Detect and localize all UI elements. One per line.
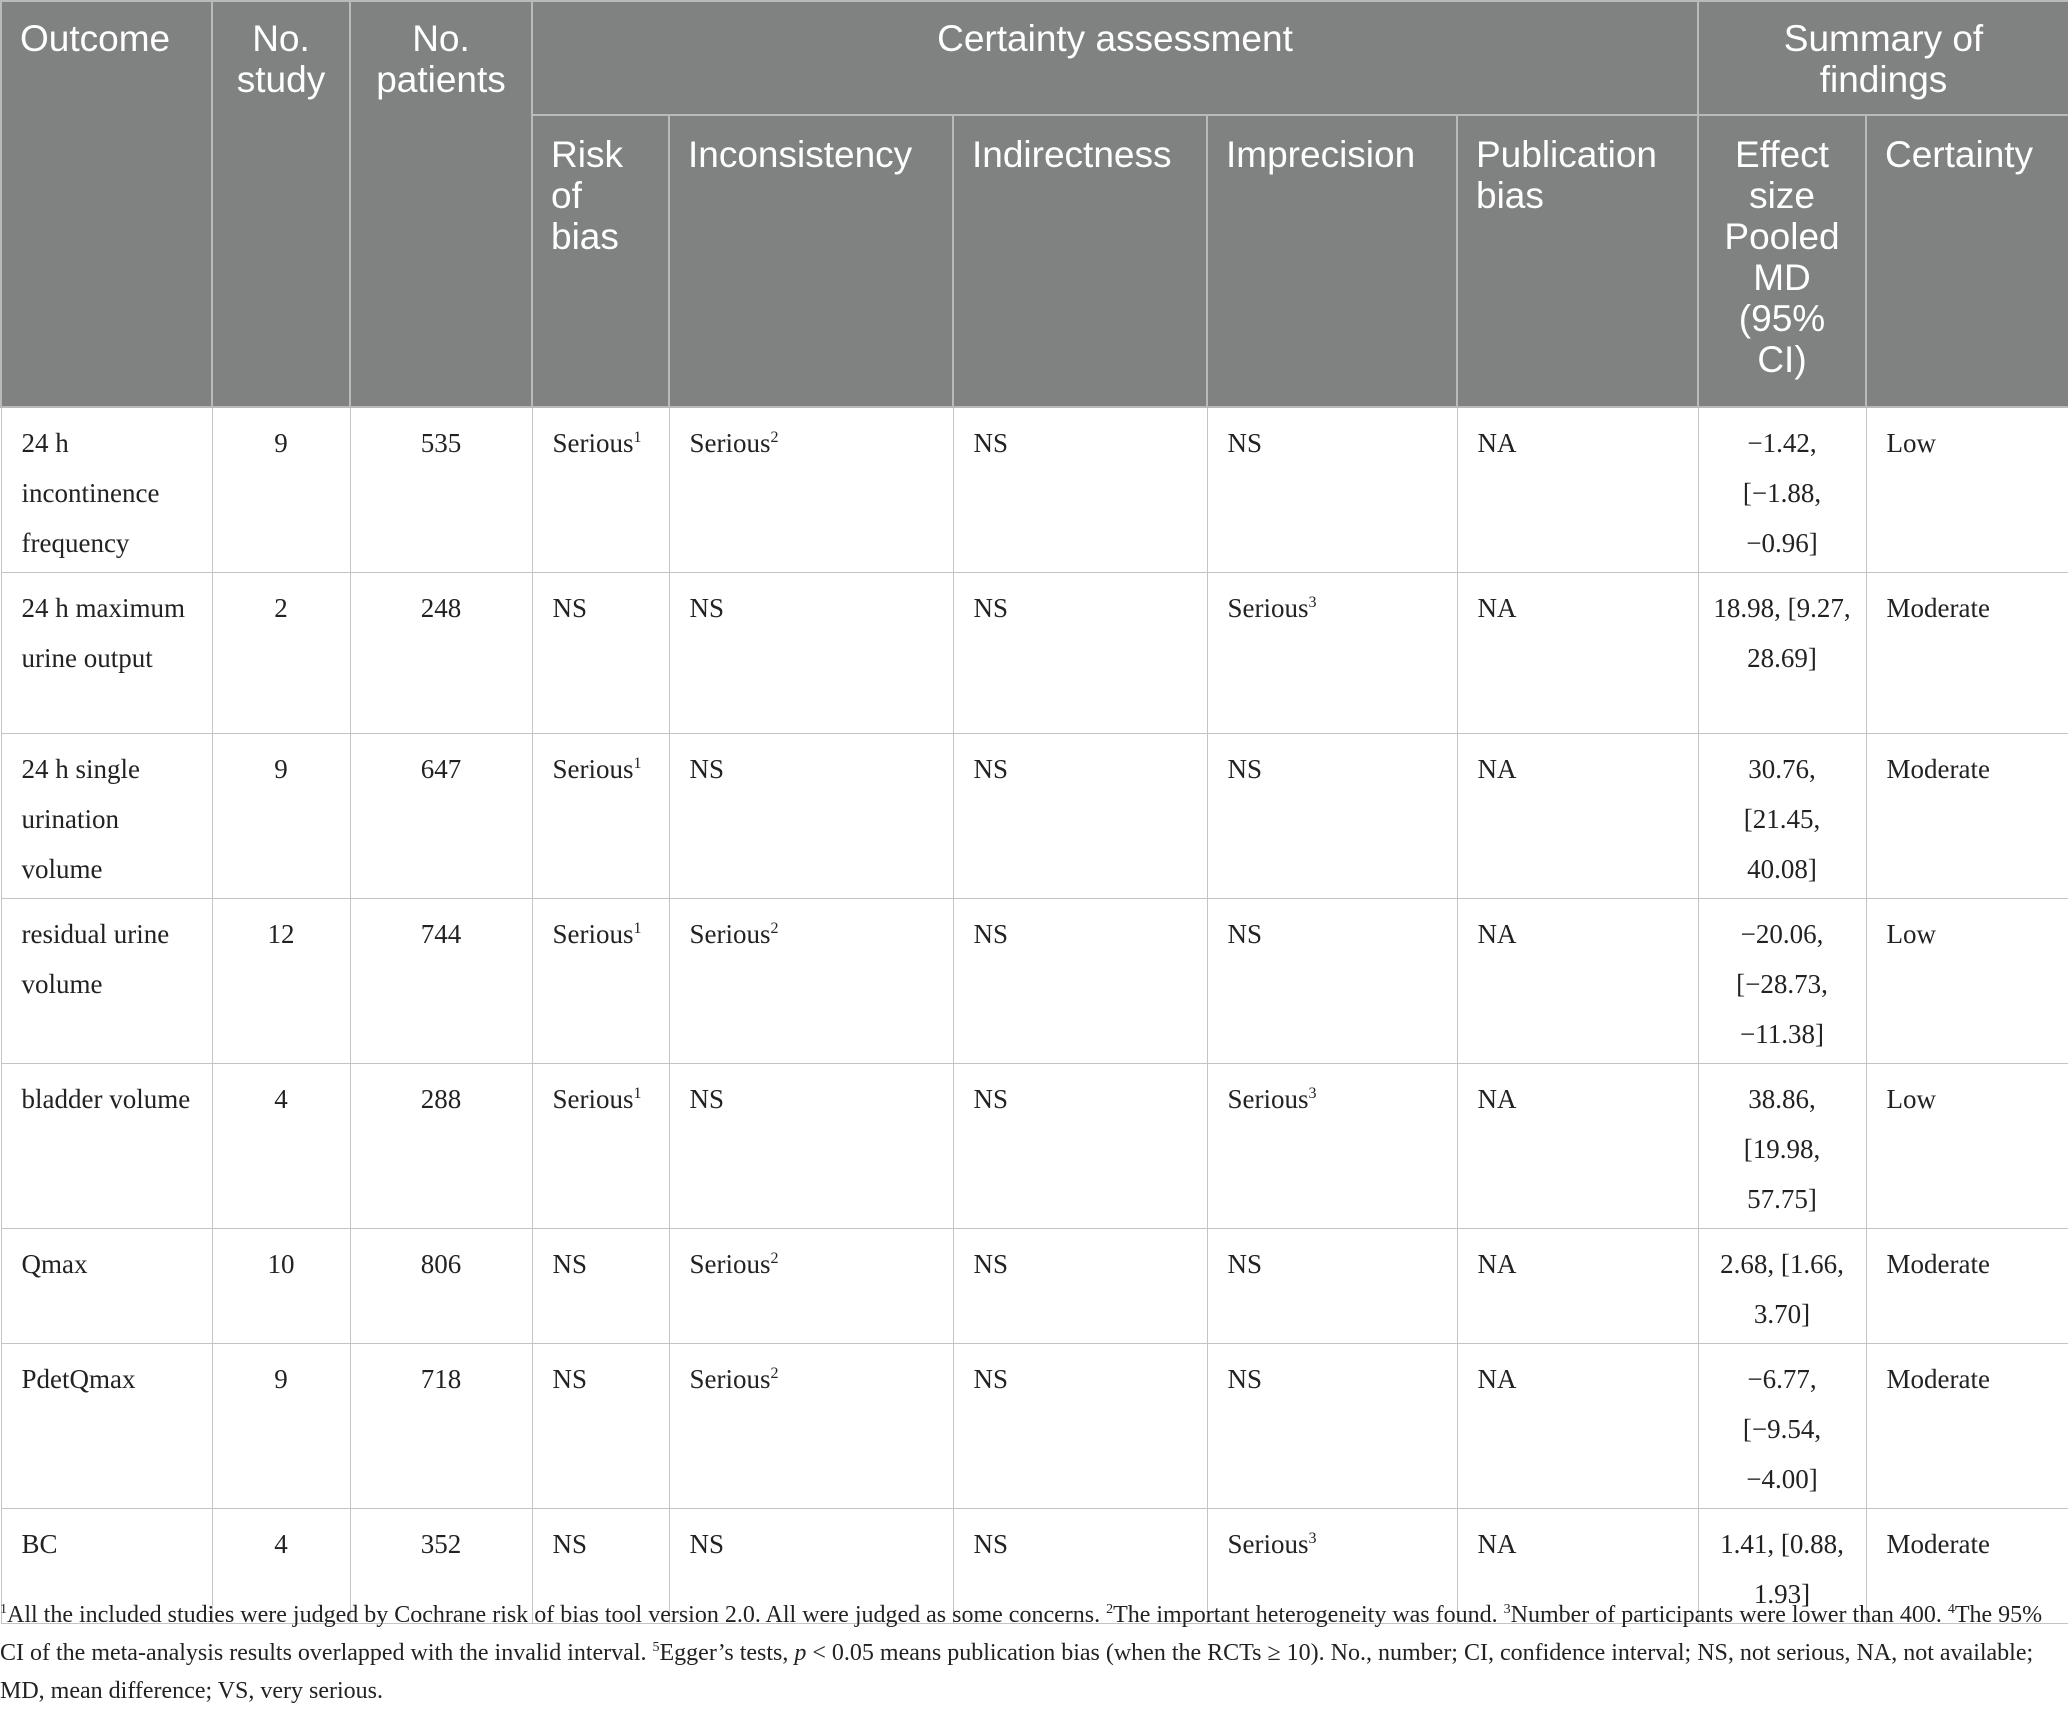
cell-patients: 248 — [350, 573, 532, 734]
table-row — [1, 407, 2068, 573]
footnote-number: 1 — [0, 1602, 7, 1617]
cell-risk-text: Serious — [552, 754, 634, 784]
footnote-ref: 2 — [770, 1365, 779, 1382]
cell-imprecision — [1207, 1344, 1457, 1509]
cell-risk-text: Serious — [552, 428, 634, 458]
footnote-ref: 1 — [633, 1085, 642, 1102]
cell-inconsistency — [669, 734, 953, 899]
cell-imprecision — [1207, 899, 1457, 1064]
cell-inconsistency-text: NS — [689, 1529, 725, 1559]
cell-imprecision-text: NS — [1227, 919, 1263, 949]
cell-effect-size: 18.98, [9.27, 28.69] — [1698, 573, 1866, 734]
cell-risk-of-bias — [532, 1064, 669, 1229]
cell-inconsistency-text: NS — [689, 1084, 725, 1114]
cell-indirectness: NS — [953, 1064, 1207, 1229]
table-row — [1, 1064, 2068, 1229]
footnote-number: 2 — [1106, 1602, 1114, 1617]
cell-certainty: Low — [1866, 1064, 2068, 1229]
cell-outcome: Qmax — [1, 1229, 212, 1344]
cell-indirectness: NS — [953, 1344, 1207, 1509]
table-row — [1, 899, 2068, 1064]
cell-indirectness: NS — [953, 573, 1207, 734]
cell-effect-size: −1.42, [−1.88, −0.96] — [1698, 407, 1866, 573]
cell-risk-of-bias — [532, 899, 669, 1064]
cell-certainty: Moderate — [1866, 573, 2068, 734]
header-publication-bias: Publication bias — [1457, 115, 1698, 407]
cell-studies: 9 — [212, 407, 350, 573]
footnote-number: 3 — [1503, 1602, 1511, 1617]
footnote-ref: 3 — [1308, 1530, 1317, 1547]
footnote-text: Egger’s tests, — [659, 1640, 795, 1666]
cell-imprecision — [1207, 573, 1457, 734]
cell-imprecision-text: NS — [1227, 1249, 1263, 1279]
cell-studies: 9 — [212, 1344, 350, 1509]
footnote-ref: 2 — [770, 429, 779, 446]
table-row — [1, 734, 2068, 899]
cell-patients: 806 — [350, 1229, 532, 1344]
cell-risk-text: NS — [552, 593, 588, 623]
footnote-ref: 2 — [770, 1250, 779, 1267]
cell-publication-bias: NA — [1457, 1229, 1698, 1344]
table-body — [1, 407, 2068, 1624]
table-header — [1, 1, 2068, 407]
cell-studies: 2 — [212, 573, 350, 734]
cell-effect-size: −6.77, [−9.54, −4.00] — [1698, 1344, 1866, 1509]
header-no-study: No. study — [212, 1, 350, 407]
footnote-text: Number of participants were lower than 400. — [1510, 1602, 1948, 1628]
table-row — [1, 1344, 2068, 1509]
header-imprecision: Imprecision — [1207, 115, 1457, 407]
header-effect-size: Effect size Pooled MD (95% CI) — [1698, 115, 1866, 407]
footnote-text: The important heterogeneity was found. — [1113, 1602, 1504, 1628]
cell-effect-size: −20.06, [−28.73, −11.38] — [1698, 899, 1866, 1064]
cell-inconsistency — [669, 1064, 953, 1229]
cell-patients: 718 — [350, 1344, 532, 1509]
header-summary-of-findings: Summary of findings — [1698, 1, 2068, 115]
cell-inconsistency-text: Serious — [689, 919, 771, 949]
cell-indirectness: NS — [953, 1509, 1207, 1624]
cell-outcome: 24 h single urination volume — [1, 734, 212, 899]
cell-risk-text: NS — [552, 1529, 588, 1559]
cell-inconsistency — [669, 1344, 953, 1509]
cell-inconsistency-text: Serious — [689, 428, 771, 458]
cell-publication-bias: NA — [1457, 407, 1698, 573]
header-no-patients: No. patients — [350, 1, 532, 407]
cell-studies: 10 — [212, 1229, 350, 1344]
cell-effect-size: 30.76, [21.45, 40.08] — [1698, 734, 1866, 899]
cell-publication-bias: NA — [1457, 1509, 1698, 1624]
cell-certainty: Moderate — [1866, 1509, 2068, 1624]
cell-imprecision — [1207, 734, 1457, 899]
cell-patients: 288 — [350, 1064, 532, 1229]
footnote-number: 4 — [1947, 1602, 1955, 1617]
cell-risk-text: NS — [552, 1249, 588, 1279]
cell-outcome: 24 h maximum urine output — [1, 573, 212, 734]
cell-publication-bias: NA — [1457, 734, 1698, 899]
cell-risk-text: Serious — [552, 919, 634, 949]
cell-studies: 9 — [212, 734, 350, 899]
cell-patients: 535 — [350, 407, 532, 573]
header-outcome: Outcome — [1, 1, 212, 407]
cell-certainty: Moderate — [1866, 734, 2068, 899]
cell-certainty: Low — [1866, 899, 2068, 1064]
cell-inconsistency — [669, 573, 953, 734]
footnote-p-value: p — [794, 1640, 807, 1666]
header-certainty: Certainty — [1866, 115, 2068, 407]
cell-inconsistency — [669, 1229, 953, 1344]
footnote-ref: 1 — [633, 755, 642, 772]
cell-inconsistency — [669, 899, 953, 1064]
cell-certainty: Moderate — [1866, 1344, 2068, 1509]
table-footnote — [0, 1596, 2060, 1710]
header-inconsistency: Inconsistency — [669, 115, 953, 407]
cell-imprecision-text: NS — [1227, 754, 1263, 784]
cell-patients: 647 — [350, 734, 532, 899]
footnote-text: The 95% CI of the meta-analysis results overlapped with the invalid interval. — [0, 1602, 2043, 1666]
cell-imprecision-text: NS — [1227, 428, 1263, 458]
footnote-ref: 1 — [633, 429, 642, 446]
footnote-ref: 1 — [633, 920, 642, 937]
cell-indirectness: NS — [953, 407, 1207, 573]
footnote-ref: 2 — [770, 920, 779, 937]
cell-imprecision — [1207, 1229, 1457, 1344]
cell-imprecision-text: Serious — [1227, 593, 1309, 623]
footnote-text: < 0.05 means publication bias (when the RCTs ≥ 10). No., number; CI, confidence interval; NS, not serious, NA, not available; MD, mean difference; VS, very serious. — [0, 1640, 2034, 1704]
cell-indirectness: NS — [953, 734, 1207, 899]
footnote-ref: 3 — [1308, 594, 1317, 611]
cell-certainty: Moderate — [1866, 1229, 2068, 1344]
cell-inconsistency-text: Serious — [689, 1249, 771, 1279]
cell-outcome: residual urine volume — [1, 899, 212, 1064]
cell-risk-of-bias — [532, 1344, 669, 1509]
cell-publication-bias: NA — [1457, 899, 1698, 1064]
cell-risk-text: NS — [552, 1364, 588, 1394]
cell-inconsistency-text: Serious — [689, 1364, 771, 1394]
cell-studies: 12 — [212, 899, 350, 1064]
header-indirectness: Indirectness — [953, 115, 1207, 407]
cell-risk-of-bias — [532, 573, 669, 734]
cell-risk-of-bias — [532, 1229, 669, 1344]
footnote-text: All the included studies were judged by Cochrane risk of bias tool version 2.0. All were judged as some concerns. — [7, 1602, 1107, 1628]
table-row — [1, 1229, 2068, 1344]
cell-outcome: PdetQmax — [1, 1344, 212, 1509]
cell-patients: 744 — [350, 899, 532, 1064]
cell-imprecision — [1207, 407, 1457, 573]
cell-inconsistency-text: NS — [689, 593, 725, 623]
cell-outcome: 24 h incontinence frequency — [1, 407, 212, 573]
cell-outcome: BC — [1, 1509, 212, 1624]
cell-studies: 4 — [212, 1064, 350, 1229]
header-risk-of-bias: Risk of bias — [532, 115, 669, 407]
cell-indirectness: NS — [953, 1229, 1207, 1344]
cell-imprecision-text: Serious — [1227, 1084, 1309, 1114]
cell-indirectness: NS — [953, 899, 1207, 1064]
cell-risk-of-bias — [532, 407, 669, 573]
footnote-number: 5 — [652, 1640, 660, 1655]
cell-inconsistency — [669, 407, 953, 573]
table-row — [1, 573, 2068, 734]
cell-effect-size: 38.86, [19.98, 57.75] — [1698, 1064, 1866, 1229]
cell-patients: 352 — [350, 1509, 532, 1624]
cell-studies: 4 — [212, 1509, 350, 1624]
cell-publication-bias: NA — [1457, 573, 1698, 734]
cell-publication-bias: NA — [1457, 1344, 1698, 1509]
cell-inconsistency-text: NS — [689, 754, 725, 784]
cell-risk-of-bias — [532, 734, 669, 899]
cell-certainty: Low — [1866, 407, 2068, 573]
cell-imprecision-text: NS — [1227, 1364, 1263, 1394]
cell-imprecision — [1207, 1064, 1457, 1229]
footnote-ref: 3 — [1308, 1085, 1317, 1102]
header-certainty-assessment: Certainty assessment — [532, 1, 1698, 115]
cell-effect-size: 1.41, [0.88, 1.93] — [1698, 1509, 1866, 1624]
cell-risk-text: Serious — [552, 1084, 634, 1114]
cell-effect-size: 2.68, [1.66, 3.70] — [1698, 1229, 1866, 1344]
cell-imprecision-text: Serious — [1227, 1529, 1309, 1559]
cell-publication-bias: NA — [1457, 1064, 1698, 1229]
cell-outcome: bladder volume — [1, 1064, 212, 1229]
